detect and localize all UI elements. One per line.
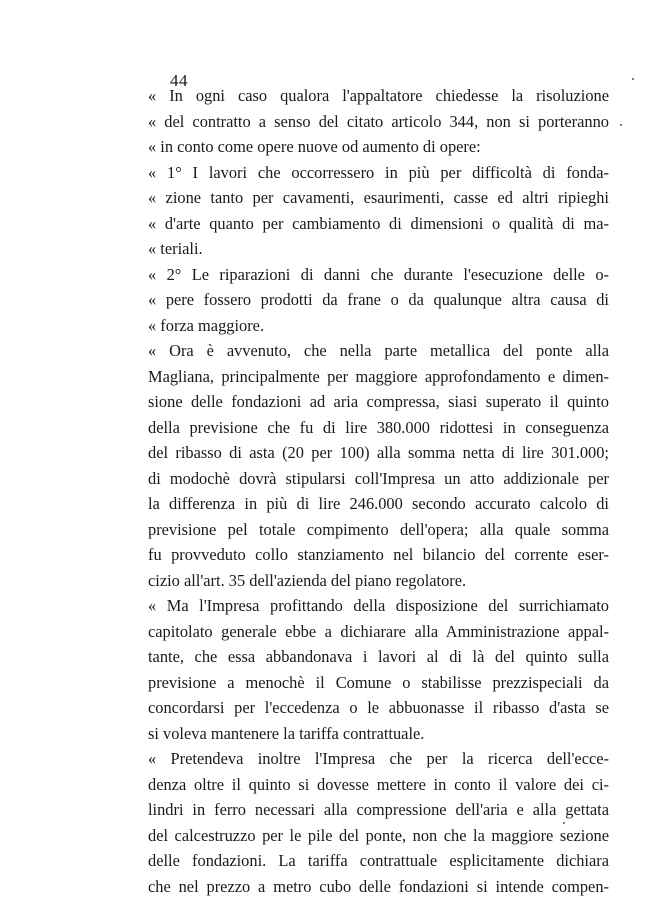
text-line: « teriali.: [148, 239, 203, 258]
text-line: lindri in ferro necessari alla compressione dell'aria e alla gettata: [148, 800, 609, 819]
text-line: che nel prezzo a metro cubo delle fondazioni si intende compen-: [148, 877, 609, 896]
text-line: « Ma l'Impresa profittando della disposizione del surrichiamato: [148, 596, 609, 615]
text-line: della previsione che fu di lire 380.000 ridottesi in conseguenza: [148, 418, 609, 437]
paper-speck: [632, 78, 634, 80]
text-line: concordarsi per l'eccedenza o le abbuonasse il ribasso d'asta se: [148, 698, 609, 717]
text-line: sione delle fondazioni ad aria compressa, siasi superato il quinto: [148, 392, 609, 411]
text-line: delle fondazioni. La tariffa contrattuale esplicitamente dichiara: [148, 851, 609, 870]
paper-speck: [563, 822, 565, 824]
text-line: « d'arte quanto per cambiamento di dimensioni o qualità di ma-: [148, 214, 609, 233]
text-line: « Ora è avvenuto, che nella parte metallica del ponte alla: [148, 341, 609, 360]
text-line: « 1° I lavori che occorressero in più per difficoltà di fonda-: [148, 163, 609, 182]
text-line: Magliana, principalmente per maggiore approfondamento e dimen-: [148, 367, 609, 386]
text-line: « In ogni caso qualora l'appaltatore chiedesse la risoluzione: [148, 86, 609, 105]
text-line: denza oltre il quinto si dovesse mettere in conto il valore dei ci-: [148, 775, 609, 794]
text-line: previsione pel totale compimento dell'opera; alla quale somma: [148, 520, 609, 539]
text-line: « del contratto a senso del citato articolo 344, non si porteranno: [148, 112, 609, 131]
paper-speck: [620, 124, 622, 126]
text-line: di modochè dovrà stipularsi coll'Impresa un atto addizionale per: [148, 469, 609, 488]
text-line: « Pretendeva inoltre l'Impresa che per la ricerca dell'ecce-: [148, 749, 609, 768]
text-line: fu provveduto collo stanziamento nel bilancio del corrente eser-: [148, 545, 609, 564]
page-number: 44: [170, 71, 188, 90]
text-line: « pere fossero prodotti da frane o da qualunque altra causa di: [148, 290, 609, 309]
text-line: « forza maggiore.: [148, 316, 265, 335]
text-line: cizio all'art. 35 dell'azienda del piano regolatore.: [148, 571, 467, 590]
text-line: si voleva mantenere la tariffa contrattuale.: [148, 724, 425, 743]
text-line: del ribasso di asta (20 per 100) alla somma netta di lire 301.000;: [148, 443, 609, 462]
text-line: capitolato generale ebbe a dichiarare alla Amministrazione appal-: [148, 622, 609, 641]
text-line: previsione a menochè il Comune o stabilisse prezzispeciali da: [148, 673, 609, 692]
text-line: del calcestruzzo per le pile del ponte, non che la maggiore sezione: [148, 826, 609, 845]
text-line: « zione tanto per cavamenti, esaurimenti, casse ed altri ripieghi: [148, 188, 609, 207]
text-line: la differenza in più di lire 246.000 secondo accurato calcolo di: [148, 494, 609, 513]
text-line: « 2° Le riparazioni di danni che durante l'esecuzione delle o-: [148, 265, 609, 284]
text-line: tante, che essa abbandonava i lavori al di là del quinto sulla: [148, 647, 609, 666]
text-line: « in conto come opere nuove od aumento di opere:: [148, 137, 481, 156]
